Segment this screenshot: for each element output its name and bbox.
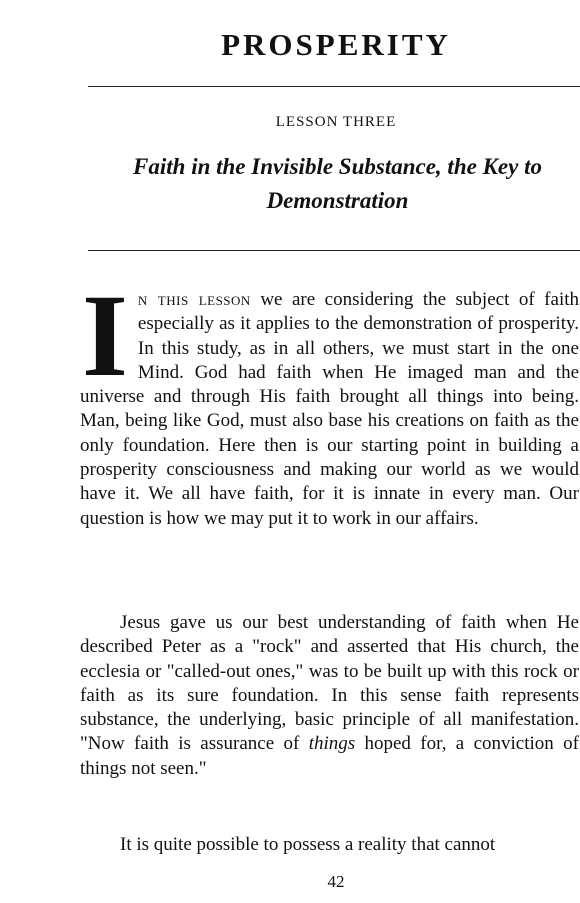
paragraph-3: It is quite possible to possess a reality that cannot: [120, 834, 496, 855]
lesson-label: LESSON THREE: [275, 114, 397, 130]
running-head: PROSPERITY: [221, 27, 451, 62]
paragraph-2-italic-word: things: [308, 733, 356, 755]
paragraph-2-text: Jesus gave us our best understanding of faith when He described Peter as a "rock" and asserted that His church, the ecclesia or "called-out ones," was to be built up with this rock or faith as its sure foundation. In this sense faith represents substance, the underlying, basic principle of all manifestation. "Now faith is assurance of: [80, 612, 579, 755]
paragraph-1: [80, 270, 579, 531]
paragraph-1-body: we are considering the subject of faith especially as it applies to the demonstration of prosperity. In this study, as in all others, we must start in the one Mind. God had faith when He imaged man and the universe and through His faith brought all things into being. Man, being like God, must also base his creations on faith as the only foundation. Here then is our starting point in building a prosperity consciousness and making our world as we would have it. We all have faith, for it is innate in every man. Our question is how we may put it to work in our affairs.: [80, 289, 579, 529]
drop-cap: I: [82, 270, 128, 401]
lead-in-small-caps: n this lesson: [137, 289, 251, 310]
paragraph-2-text-end: hoped for, a conviction of things not seen.": [80, 733, 579, 779]
bottom-rule: [88, 250, 580, 251]
lesson-title: Faith in the Invisible Substance, the Key to Demonstration: [133, 154, 542, 213]
top-rule: [88, 86, 580, 87]
page-number: 42: [327, 872, 345, 891]
paragraph-2: [80, 611, 579, 781]
